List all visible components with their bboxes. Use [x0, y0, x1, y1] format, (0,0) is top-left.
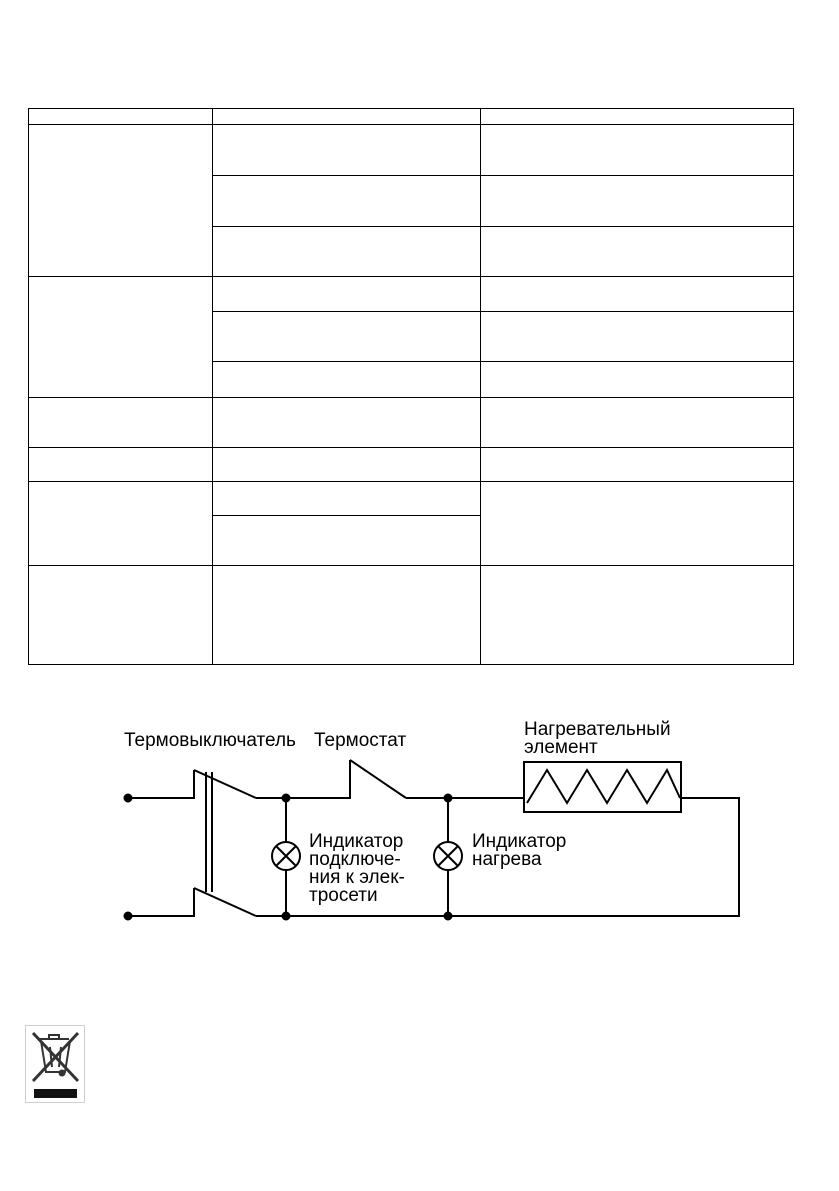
circuit-diagram	[100, 710, 760, 940]
table-row	[29, 277, 794, 312]
heat-indicator-lamp-icon	[434, 842, 462, 870]
power-indicator-label-2: подключе-	[309, 849, 401, 870]
table-cell	[213, 566, 481, 665]
power-indicator-label-1: Индикатор	[309, 831, 404, 852]
table-cell	[481, 312, 794, 362]
table-cell	[481, 125, 794, 176]
table-row	[29, 125, 794, 176]
thermal-cutout-blade-top	[194, 770, 256, 798]
table-row	[29, 482, 794, 516]
bottom-input-wire	[128, 888, 194, 916]
table-cell	[481, 482, 794, 566]
table-cell	[213, 176, 481, 227]
table-cell	[29, 482, 213, 566]
table-cell	[29, 125, 213, 277]
table-cell	[213, 227, 481, 277]
power-indicator-label-3: ния к элек-	[309, 867, 405, 888]
thermostat-input-wire	[286, 760, 350, 798]
heat-indicator-label-2: нагрева	[472, 849, 542, 870]
table-cell	[29, 448, 213, 482]
thermostat-blade	[350, 760, 406, 798]
heat-indicator-label-1: Индикатор	[472, 831, 567, 852]
troubleshooting-table	[28, 108, 794, 665]
heating-element-label-1: Нагревательный	[524, 719, 671, 740]
table-cell	[481, 176, 794, 227]
thermostat-label: Термостат	[314, 730, 407, 751]
power-indicator-lamp-icon	[272, 842, 300, 870]
table-cell	[213, 125, 481, 176]
table-header-cell	[481, 109, 794, 125]
table-cell	[213, 362, 481, 398]
table-cell	[213, 277, 481, 312]
table-header-cell	[29, 109, 213, 125]
thermal-cutout-blade-bottom	[194, 888, 256, 916]
crossed-out-wheelie-bin-icon	[25, 1025, 85, 1103]
table-cell	[213, 516, 481, 566]
table-cell	[481, 566, 794, 665]
table-header-cell	[213, 109, 481, 125]
table-cell	[29, 398, 213, 448]
heating-element-label-2: элемент	[524, 737, 598, 758]
table-row	[29, 448, 794, 482]
top-input-wire	[128, 770, 194, 798]
table-cell	[29, 277, 213, 398]
table-cell	[481, 277, 794, 312]
table-cell	[213, 312, 481, 362]
table-cell	[481, 398, 794, 448]
table-header-row	[29, 109, 794, 125]
power-indicator-label-4: тросети	[309, 885, 378, 906]
thermal-cutout-label: Термовыключатель	[124, 730, 296, 751]
table-cell	[29, 566, 213, 665]
table-row	[29, 566, 794, 665]
heating-element-coil-icon	[527, 770, 680, 803]
table-row	[29, 398, 794, 448]
table-cell	[213, 482, 481, 516]
table-cell	[213, 448, 481, 482]
table-cell	[213, 398, 481, 448]
table-cell	[481, 362, 794, 398]
table-cell	[481, 227, 794, 277]
table-cell	[481, 448, 794, 482]
